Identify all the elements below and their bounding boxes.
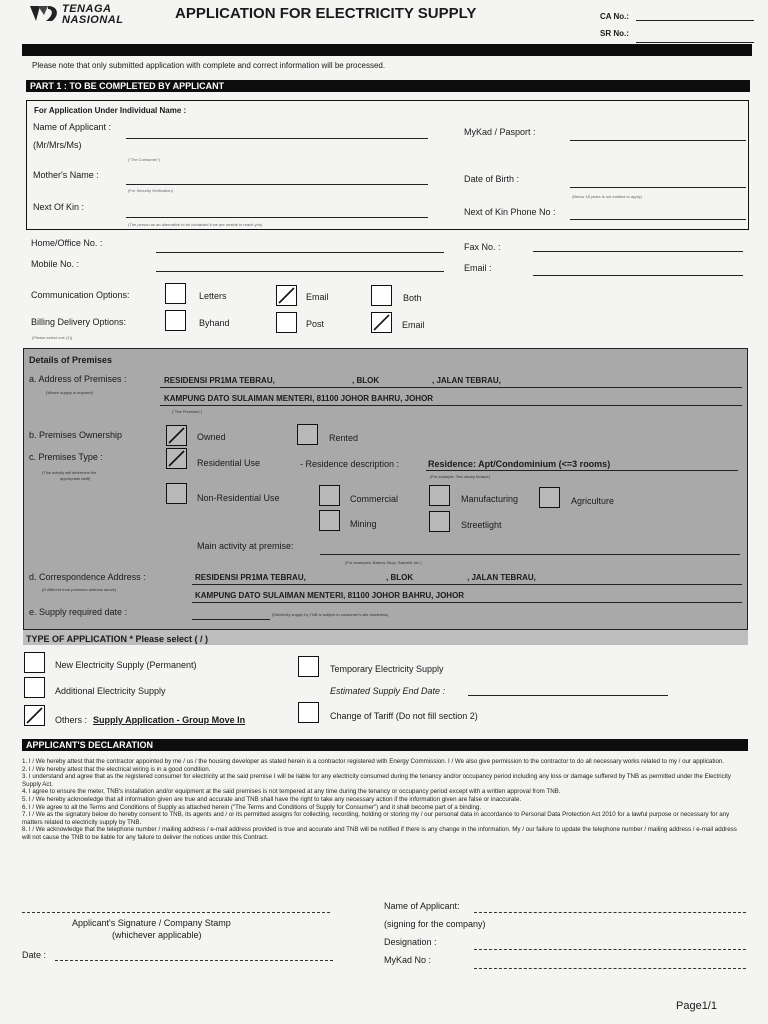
address-hint: (Where supply is required) [46,390,93,395]
billing-post-label: Post [306,319,325,329]
mining-label: Mining [350,519,377,529]
mobile-label: Mobile No. : [31,259,80,269]
manufacturing-checkbox[interactable] [429,485,450,506]
declaration-item: 3. I understand and agree that as the registered consumer for electricity at the said premise I will be liable for any electricity consumed during the tenancy and/or occupancy period including any loss or damage suffered by TNB as permitted under the Electricity Supply Act. [22,773,731,788]
designation-field[interactable] [474,949,746,950]
address-line1: RESIDENSI PR1MA TEBRAU, [164,376,275,385]
others-value: Supply Application - Group Move In [93,715,246,725]
notice-text: Please note that only submitted application with complete and correct information will be processed. [32,61,386,70]
streetlight-checkbox[interactable] [429,511,450,532]
address-hint2: ("The Premises") [172,409,203,414]
ca-no-label: CA No.: [600,12,630,21]
rented-checkbox[interactable] [297,424,318,445]
additional-checkbox[interactable] [24,677,45,698]
others-label: Others : [55,715,88,725]
mother-field[interactable] [126,184,428,185]
address-label: a. Address of Premises : [29,374,127,384]
comm-letters-checkbox[interactable] [165,283,186,304]
main-activity-hint: (For examples: Bakery Shop, Sawmill, etc.) [345,560,422,565]
address-blok: , BLOK [352,376,380,385]
premises-heading: Details of Premises [29,355,113,365]
residence-desc-field[interactable] [426,470,738,471]
individual-heading: For Application Under Individual Name : [34,106,187,115]
home-label: Home/Office No. : [31,238,103,248]
non-residential-label: Non-Residential Use [197,493,280,503]
fax-label: Fax No. : [464,242,501,252]
page-number: Page1/1 [676,1000,717,1012]
declaration-bar: APPLICANT'S DECLARATION [22,739,748,751]
address-line2: KAMPUNG DATO SULAIMAN MENTERI, 81100 JOHOR BAHRU, JOHOR [164,394,434,403]
commercial-label: Commercial [350,494,399,504]
residential-label: Residential Use [197,458,261,468]
date-label: Date : [22,950,47,960]
temporary-label: Temporary Electricity Supply [330,664,444,674]
declaration-item: 7. I / We as the signatory below do hereby consent to TNB, its agents and / or its permitted assigns for collecting, recording, holding or storing my / our personal data in accordance to Personal Data Protection Act 2010 for a lawful purpose or necessary for any matters related to electricity supply by TNB. [22,811,730,826]
email-field[interactable] [533,275,743,276]
agriculture-label: Agriculture [571,496,615,506]
type-hint-2: appropriate tariff) [60,476,91,481]
corr-line2: KAMPUNG DATO SULAIMAN MENTERI, 81100 JOHOR BAHRU, JOHOR [195,591,465,600]
header-divider-bar [22,44,752,56]
commercial-checkbox[interactable] [319,485,340,506]
comm-letters-label: Letters [199,291,227,301]
dob-label: Date of Birth : [464,174,520,184]
ca-no-field[interactable] [636,20,754,21]
applicant-name-field[interactable] [474,912,746,913]
date-field[interactable] [55,960,333,961]
nok-field[interactable] [126,217,428,218]
temporary-checkbox[interactable] [298,656,319,677]
fax-field[interactable] [533,251,743,252]
billing-hint: (Please select one (1)) [32,335,73,340]
check-mark-icon [168,427,185,444]
mykad-label: MyKad / Pasport : [464,127,536,137]
billing-byhand-checkbox[interactable] [165,310,186,331]
nok-phone-field[interactable] [570,219,746,220]
logo-text-line2: NASIONAL [62,14,124,26]
signature-field[interactable] [22,912,330,913]
comm-email-label: Email [306,292,329,302]
mykad-field[interactable] [570,140,746,141]
declaration-item: 1. I / We hereby attest that the contractor appointed by me / us / the housing developer as stated herein is a contractor registered with Energy Commission. I / We also give permission to the contractor to do all necessary works related to my / our application. [22,758,725,765]
email-label: Email : [464,263,492,273]
estimated-end-label: Estimated Supply End Date : [330,686,446,696]
declaration-item: 2. I / We hereby attest that the electrical wiring is in a good condition. [22,765,211,773]
streetlight-label: Streetlight [461,520,502,530]
check-mark-icon [278,287,295,304]
manufacturing-label: Manufacturing [461,494,519,504]
individual-box [26,100,749,230]
type-label: c. Premises Type : [29,452,103,462]
corr-label: d. Correspondence Address : [29,572,146,582]
mobile-field[interactable] [156,271,444,272]
comm-both-checkbox[interactable] [371,285,392,306]
designation-label: Designation : [384,937,437,947]
name-field[interactable] [126,138,428,139]
address-field-2[interactable] [160,405,742,406]
check-mark-icon [26,707,43,724]
main-activity-field[interactable] [320,554,740,555]
mykad-no-label: MyKad No : [384,955,432,965]
mother-hint: (For Security Verification) [128,188,173,193]
mykad-no-field[interactable] [474,968,746,969]
nok-phone-label: Next of Kin Phone No : [464,207,556,217]
corr-jalan: , JALAN TEBRAU, [467,573,536,582]
sr-no-label: SR No.: [600,29,629,38]
declaration-text [22,758,746,842]
type-hint-1: (This activity will determine the [42,470,97,475]
estimated-end-field[interactable] [468,695,668,696]
change-tariff-checkbox[interactable] [298,702,319,723]
others-checkbox[interactable] [24,705,45,726]
signature-hint: (whichever applicable) [112,930,202,940]
dob-field[interactable] [570,187,746,188]
residential-checkbox[interactable] [166,448,187,469]
declaration-item: 4. I agree to ensure the meter, TNB's installation and/or equipment at the said premises is not tempered at any time during the tenancy or occupancy period except with a written approval from TNB. [22,788,561,796]
new-supply-checkbox[interactable] [24,652,45,673]
company-hint: (signing for the company) [384,919,486,929]
new-supply-label: New Electricity Supply (Permanent) [55,660,197,670]
non-residential-checkbox[interactable] [166,483,187,504]
residence-desc-label: - Residence description : [300,459,400,469]
app-type-heading: TYPE OF APPLICATION * Please select ( / ) [26,634,209,644]
corr-line1: RESIDENSI PR1MA TEBRAU, [195,573,306,582]
mother-label: Mother's Name : [33,170,99,180]
billing-post-checkbox[interactable] [276,312,297,333]
agriculture-checkbox[interactable] [539,487,560,508]
tnb-logo [28,2,148,28]
signature-label: Applicant's Signature / Company Stamp [72,918,231,928]
supply-date-hint: (Electricity supply by TNB is subject to consumer's site readiness) [272,612,389,617]
additional-label: Additional Electricity Supply [55,686,166,696]
sr-no-field[interactable] [636,42,754,43]
comm-both-label: Both [403,293,422,303]
ownership-label: b. Premises Ownership [29,430,123,440]
part1-bar: PART 1 : TO BE COMPLETED BY APPLICANT [26,80,750,92]
residence-hint: (For example: Two storey terrace) [430,474,490,479]
check-mark-icon [168,450,185,467]
residence-desc-value: Residence: Apt/Condominium (<=3 rooms) [428,459,611,469]
rented-label: Rented [329,433,359,443]
declaration-item: 5. I / We hereby acknowledge that all information given are true and accurate and TNB shall have the right to take any necessary action if the information given are false or inaccurate. [22,795,522,803]
declaration-item: 6. I / We agree to all the Terms and Conditions of Supply as attached herein ("The Terms and Conditions of Supply for Consumer") and it shall become part of a binding. [22,803,482,811]
dob-hint: (Below 18 years is not entitled to apply) [572,194,642,199]
premises-section [23,348,748,630]
supply-date-field[interactable] [192,619,270,620]
comm-label: Communication Options: [31,290,130,300]
logo-text-line1: TENAGA [62,3,112,15]
check-mark-icon [373,314,390,331]
name-label: Name of Applicant : [33,122,112,132]
tnb-logo-mark-icon [28,3,62,25]
main-activity-label: Main activity at premise: [197,541,294,551]
corr-field-2[interactable] [192,602,742,603]
owned-label: Owned [197,432,226,442]
corr-hint: (If different from premises address above) [42,587,117,592]
name-hint: ("The Consumer") [128,157,160,162]
address-jalan: , JALAN TEBRAU, [432,376,501,385]
billing-label: Billing Delivery Options: [31,317,127,327]
corr-field-1[interactable] [192,584,742,585]
address-field-1[interactable] [160,387,742,388]
supply-date-label: e. Supply required date : [29,607,128,617]
name-title-label: (Mr/Mrs/Ms) [33,140,82,150]
corr-blok: , BLOK [386,573,414,582]
nok-hint: (The person as an alternative to be contacted if we are unable to reach you) [128,222,263,227]
owned-checkbox[interactable] [166,425,187,446]
declaration-item: 8. I / We acknowledge that the telephone number / mailing address / e-mail address provided is true and accurate and TNB will be notified if there is any change in the information. My / our failure to update the telephone number / mailing address / e-mail address will not cause the TNB to be liable for any failure to deliver the notices under this Contract. [22,826,737,841]
mining-checkbox[interactable] [319,510,340,531]
change-tariff-label: Change of Tariff (Do not fill section 2) [330,711,478,721]
comm-email-checkbox[interactable] [276,285,297,306]
home-field[interactable] [156,252,444,253]
billing-email-checkbox[interactable] [371,312,392,333]
billing-byhand-label: Byhand [199,318,230,328]
nok-label: Next Of Kin : [33,202,85,212]
page-title: APPLICATION FOR ELECTRICITY SUPPLY [175,5,477,22]
applicant-name-label: Name of Applicant: [384,901,460,911]
billing-email-label: Email [402,320,425,330]
